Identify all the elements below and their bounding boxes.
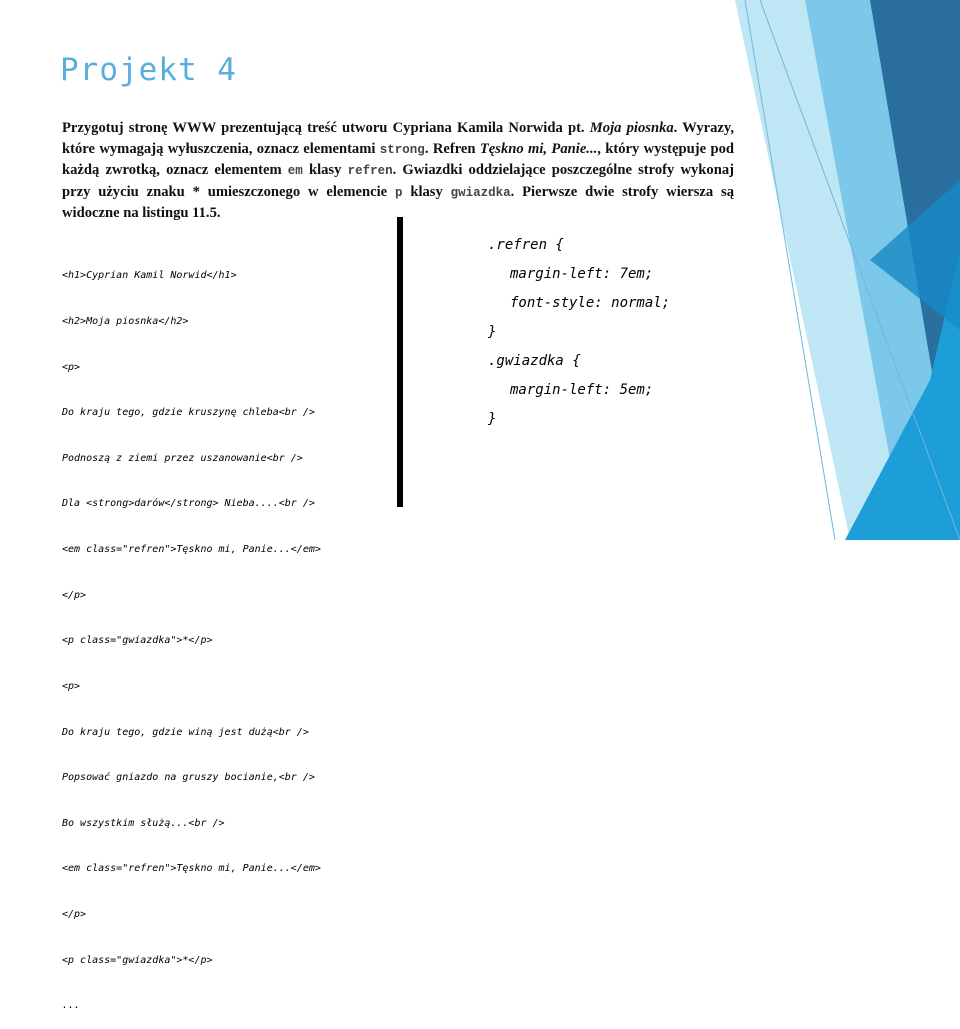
- code-line: <p class="gwiazdka">*</p>: [62, 954, 213, 966]
- instruction-text: Przygotuj stronę WWW prezentującą treść utworu Cypriana Kamila Norwida pt. Moja piosnka. Wyrazy, które wymagają wyłuszczenia, oznacz elementami strong. Refren Tęskno mi, Panie..., który występuje pod każdą zwrotką, oznacz elementem em klasy refren. Gwiazdki oddzielające poszczególne strofy wykonaj przy użyciu znaku * umieszczonego w elemencie p klasy gwiazdka. Pierwsze dwie strofy wiersza są widoczne na listingu 11.5.: [62, 120, 735, 221]
- css-line: margin-left: 7em;: [510, 266, 654, 282]
- html-listing: [62, 238, 321, 1029]
- code-line: <p>: [62, 361, 81, 373]
- css-line: .gwiazdka {: [488, 353, 581, 369]
- code-line: <h1>Cyprian Kamil Norwid</h1>: [62, 270, 237, 282]
- code-line: <h2>Moja piosnka</h2>: [62, 316, 189, 328]
- code-line: Dla <strong>darów</strong> Nieba....<br />: [62, 498, 315, 510]
- css-line: font-style: normal;: [510, 295, 671, 311]
- code-line: <em class="refren">Tęskno mi, Panie...</em>: [62, 863, 321, 875]
- code-line: <em class="refren">Tęskno mi, Panie...</em>: [62, 544, 321, 556]
- divider-bar: [397, 217, 403, 507]
- code-line: Popsować gniazdo na gruszy bocianie,<br />: [62, 772, 315, 784]
- code-line: <p class="gwiazdka">*</p>: [62, 635, 213, 647]
- code-line: <p>: [62, 680, 81, 692]
- code-line: Do kraju tego, gdzie winą jest dużą<br />: [62, 726, 309, 738]
- code-line: </p>: [62, 908, 87, 920]
- css-line: }: [488, 411, 497, 427]
- code-line: ...: [62, 1000, 81, 1012]
- css-line: }: [488, 324, 497, 340]
- css-line: margin-left: 5em;: [510, 382, 654, 398]
- css-line: .refren {: [488, 237, 564, 253]
- code-line: </p>: [62, 589, 87, 601]
- code-line: Do kraju tego, gdzie kruszynę chleba<br />: [62, 407, 315, 419]
- slide-title: Projekt 4: [60, 52, 237, 88]
- code-line: Podnoszą z ziemi przez uszanowanie<br />: [62, 452, 303, 464]
- code-line: Bo wszystkim służą...<br />: [62, 817, 225, 829]
- css-listing: [488, 231, 670, 434]
